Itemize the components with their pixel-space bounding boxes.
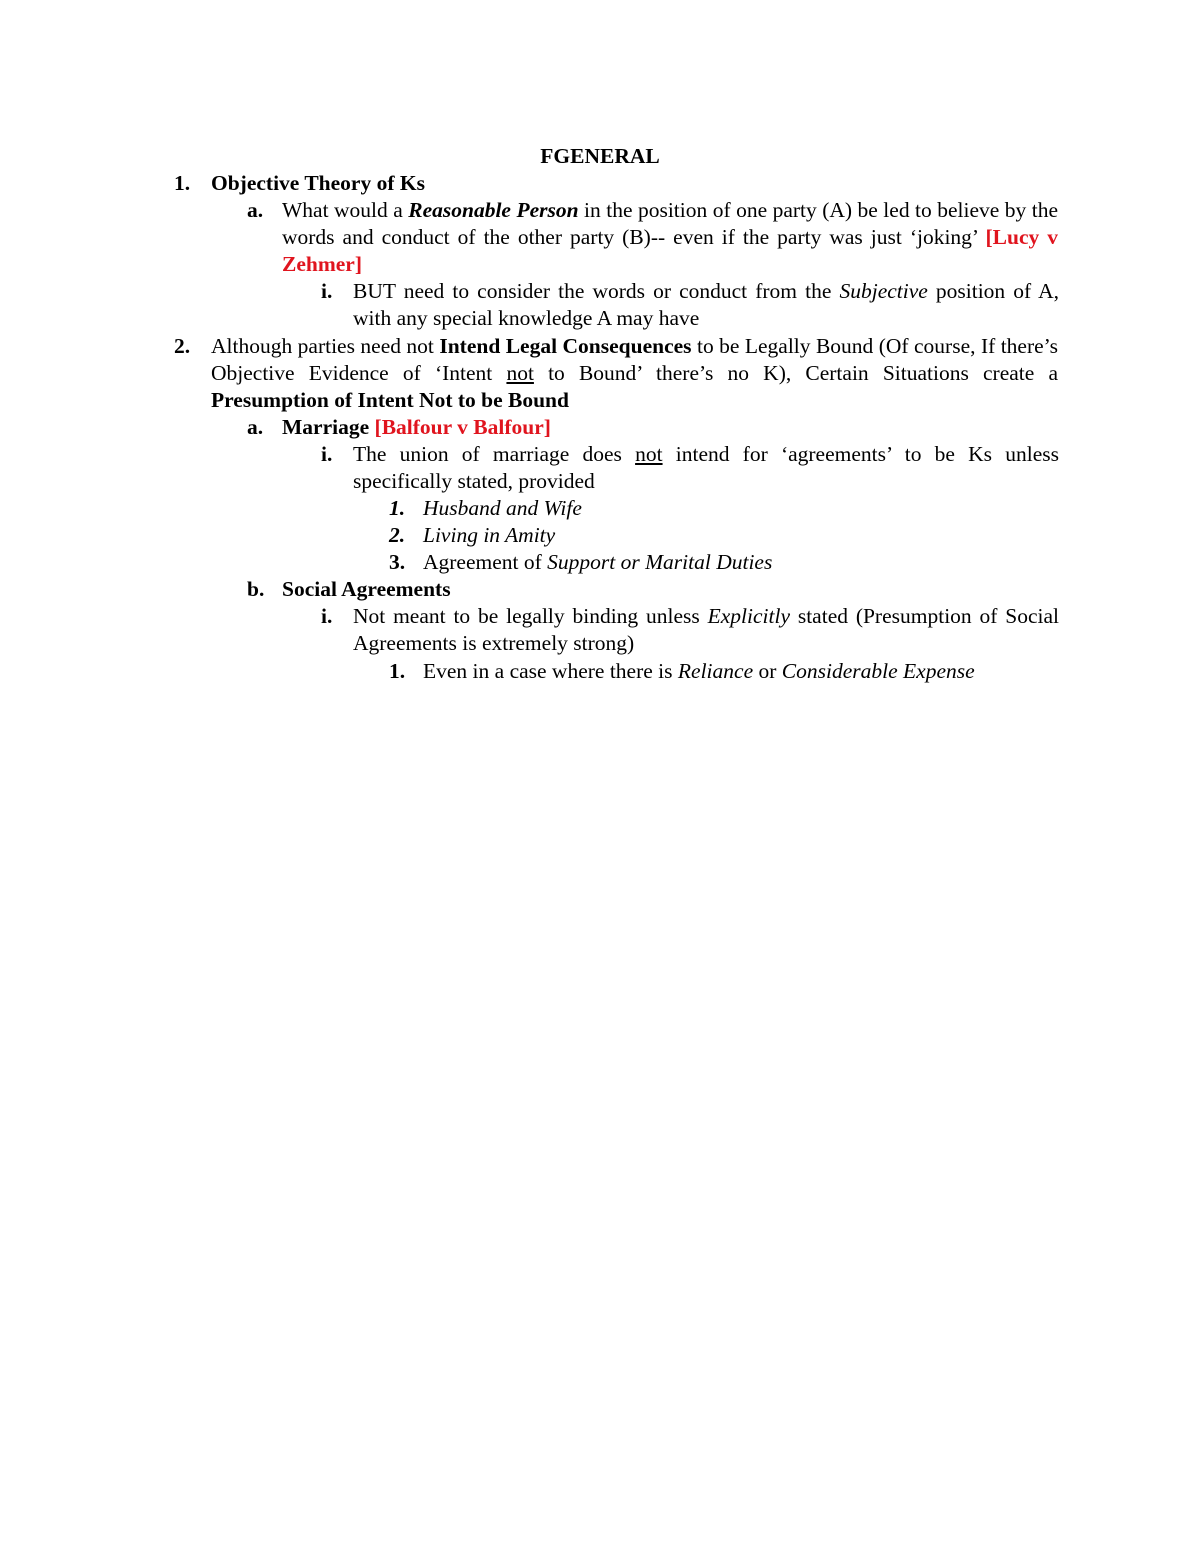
section-2a-i-2-text: Living in Amity: [423, 523, 556, 547]
section-1a-i-marker: i.: [321, 279, 333, 303]
presumption-term: Presumption of Intent Not to be Bound: [211, 388, 569, 412]
intend-legal-consequences-term: Intend Legal Consequences: [439, 334, 692, 358]
section-2b-i-marker: i.: [321, 604, 333, 628]
document-title: FGENERAL: [540, 144, 660, 168]
section-2-text: Although parties need not Intend Legal Consequences to be Legally Bound (Of course, If there’s Objective Evidence of ‘Intent not to Bound’ there’s no K), Certain Situations create a Presumption of Intent Not to be Bound: [211, 334, 1059, 412]
section-2b-i-1-text: Even in a case where there is Reliance or Considerable Expense: [423, 659, 975, 683]
section-1a-i-text: BUT need to consider the words or conduct from the Subjective position of A, with any special knowledge A may have: [353, 279, 1059, 330]
subjective-term: Subjective: [839, 279, 928, 303]
section-2-marker: 2.: [174, 334, 191, 358]
section-2b-i-1-marker: 1.: [389, 659, 406, 683]
case-citation-balfour-v-balfour: [Balfour v Balfour]: [374, 415, 551, 439]
section-1a-marker: a.: [247, 198, 264, 222]
reasonable-person-term: Reasonable Person: [408, 198, 579, 222]
section-2b-marker: b.: [247, 577, 265, 601]
section-2a-i-2-marker: 2.: [389, 523, 406, 547]
section-1a-text: What would a Reasonable Person in the position of one party (A) be led to believe by the words and conduct of the other party (B)-- even if the party was just ‘joking’ [Lucy v Zehmer]: [282, 198, 1058, 276]
section-1-marker: 1.: [174, 171, 191, 195]
section-2a-i-3-text: Agreement of Support or Marital Duties: [423, 550, 773, 574]
section-2b-i-text: Not meant to be legally binding unless Explicitly stated (Presumption of Social Agreements is extremely strong): [353, 604, 1059, 655]
section-2b-heading: Social Agreements: [282, 577, 451, 601]
section-1-heading: Objective Theory of Ks: [211, 171, 425, 195]
explicitly-term: Explicitly: [707, 604, 790, 628]
section-2a-heading: Marriage [Balfour v Balfour]: [282, 415, 551, 439]
section-2a-marker: a.: [247, 415, 264, 439]
section-2a-i-text: The union of marriage does not intend for ‘agreements’ to be Ks unless specifically stated, provided: [353, 442, 1059, 493]
section-2a-i-marker: i.: [321, 442, 333, 466]
section-2a-i-3-marker: 3.: [389, 550, 406, 574]
case-citation-lucy-v-zehmer: [Lucy v Zehmer]: [282, 225, 1058, 276]
section-2a-i-1-text: Husband and Wife: [423, 496, 582, 520]
section-2a-i-1-marker: 1.: [389, 496, 406, 520]
